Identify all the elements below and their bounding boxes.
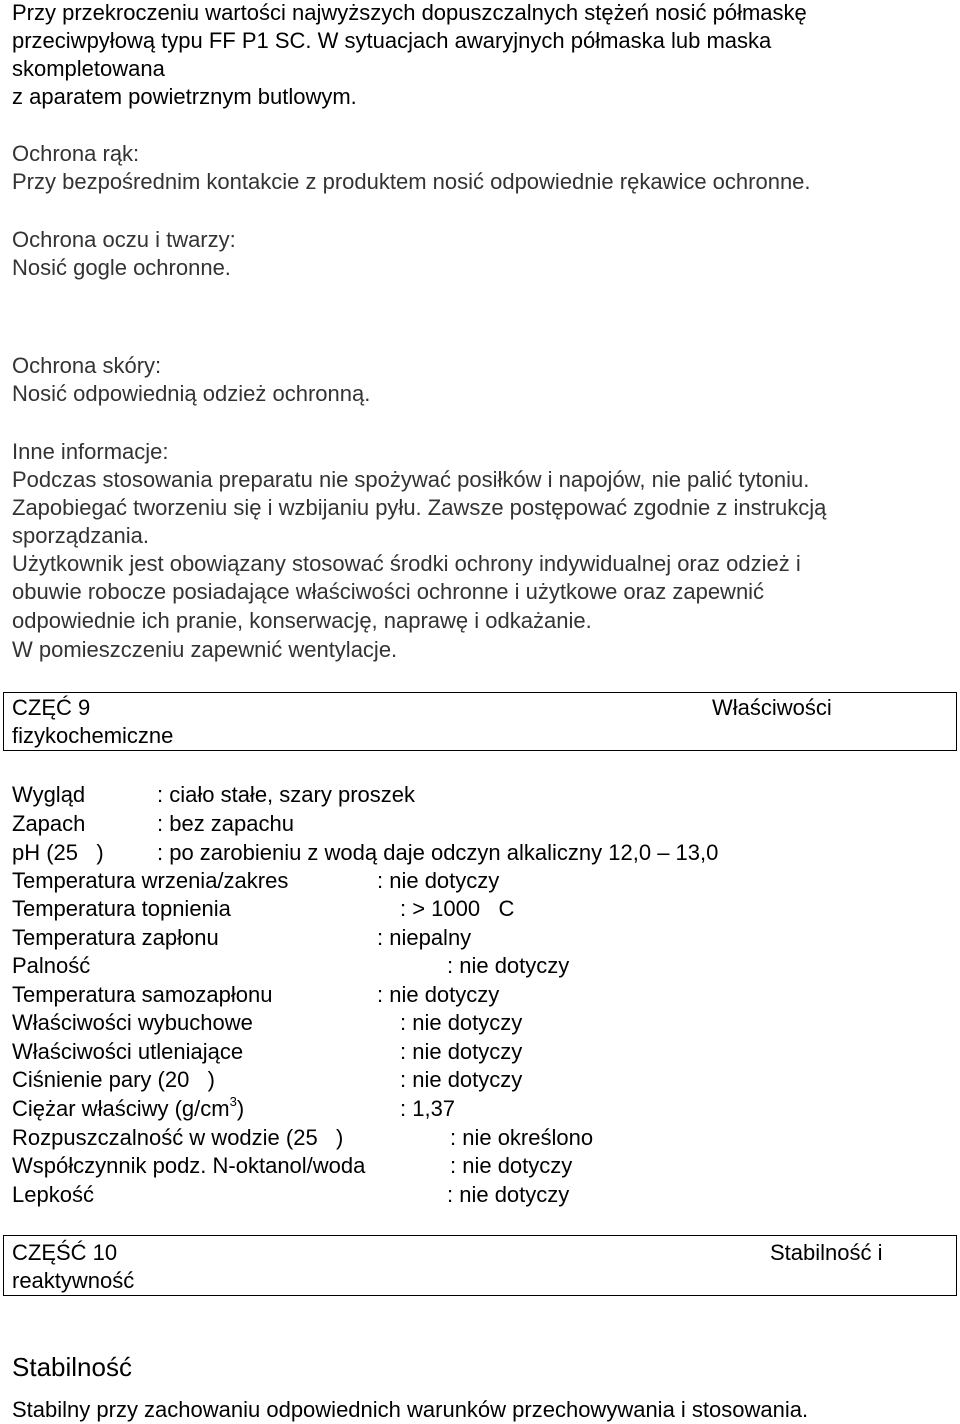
property-value: : nie dotyczy: [447, 953, 570, 978]
property-label: [12, 1095, 244, 1123]
property-label: Temperatura zapłonu: [12, 925, 219, 950]
other-line-5: obuwie robocze posiadające właściwości ochronne i użytkowe oraz zapewnić: [12, 579, 765, 604]
property-value: : > 1000 C: [400, 896, 515, 921]
property-value: : nie dotyczy: [377, 868, 500, 893]
other-line-3: sporządzania.: [12, 523, 149, 548]
property-value: : nie dotyczy: [400, 1067, 523, 1092]
property-value: : 1,37: [400, 1096, 456, 1121]
property-label: Wygląd: [12, 782, 86, 807]
stability-heading: Stabilność: [12, 1352, 132, 1382]
section-9-header: [3, 692, 957, 751]
section-10-number: CZĘŚĆ 10: [12, 1240, 118, 1265]
other-line-2: Zapobiegać tworzeniu się i wzbijaniu pyłu. Zawsze postępować zgodnie z instrukcją: [12, 495, 827, 520]
section-9-title-left: fizykochemiczne: [12, 723, 174, 748]
property-label: Zapach: [12, 811, 86, 836]
property-value: : bez zapachu: [157, 811, 294, 836]
other-line-6: odpowiednie ich pranie, konserwację, naprawę i odkażanie.: [12, 608, 592, 633]
property-label: Właściwości wybuchowe: [12, 1010, 253, 1035]
property-label: Rozpuszczalność w wodzie (25 ): [12, 1125, 344, 1150]
property-label: Lepkość: [12, 1182, 94, 1207]
section-9-title-right: Właściwości: [712, 695, 832, 720]
property-label-end: ): [236, 1096, 245, 1121]
property-label: Współczynnik podz. N-oktanol/woda: [12, 1153, 366, 1178]
property-value: : nie dotyczy: [400, 1039, 523, 1064]
section-9-number: CZĘĆ 9: [12, 695, 91, 720]
intro-line-3: skompletowana: [12, 56, 165, 81]
property-label: Właściwości utleniające: [12, 1039, 244, 1064]
other-heading: Inne informacje:: [12, 439, 169, 464]
property-label: Ciśnienie pary (20 ): [12, 1067, 215, 1092]
property-label: Palność: [12, 953, 91, 978]
property-value: : ciało stałe, szary proszek: [157, 782, 415, 807]
property-label: Temperatura wrzenia/zakres: [12, 868, 289, 893]
other-line-7: W pomieszczeniu zapewnić wentylacje.: [12, 637, 398, 662]
property-value: : nie dotyczy: [450, 1153, 573, 1178]
section-10-title-left: reaktywność: [12, 1268, 135, 1293]
property-value: : niepalny: [377, 925, 472, 950]
other-line-4: Użytkownik jest obowiązany stosować środki ochrony indywidualnej oraz odzież i: [12, 551, 801, 576]
eyes-text: Nosić gogle ochronne.: [12, 255, 231, 280]
intro-line-2: przeciwpyłową typu FF P1 SC. W sytuacjach awaryjnych półmaska lub maska: [12, 28, 772, 53]
stability-text: Stabilny przy zachowaniu odpowiednich warunków przechowywania i stosowania.: [12, 1397, 809, 1422]
skin-heading: Ochrona skóry:: [12, 353, 162, 378]
eyes-heading: Ochrona oczu i twarzy:: [12, 227, 236, 252]
property-value: : nie dotyczy: [400, 1010, 523, 1035]
property-value: : nie dotyczy: [377, 982, 500, 1007]
property-value: : nie określono: [450, 1125, 594, 1150]
property-label-main: Ciężar właściwy (g/cm: [12, 1096, 230, 1121]
property-label: Temperatura topnienia: [12, 896, 231, 921]
intro-line-4: z aparatem powietrznym butlowym.: [12, 84, 357, 109]
section-10-title-right: Stabilność i: [770, 1240, 883, 1265]
hands-heading: Ochrona rąk:: [12, 141, 140, 166]
other-line-1: Podczas stosowania preparatu nie spożywać posiłków i napojów, nie palić tytoniu.: [12, 467, 810, 492]
intro-line-1: Przy przekroczeniu wartości najwyższych dopuszczalnych stężeń nosić półmaskę: [12, 0, 807, 25]
skin-text: Nosić odpowiednią odzież ochronną.: [12, 381, 371, 406]
property-label-superscript: 3: [229, 1093, 237, 1109]
section-10-header: [3, 1235, 957, 1296]
property-label: Temperatura samozapłonu: [12, 982, 273, 1007]
hands-text: Przy bezpośrednim kontakcie z produktem nosić odpowiednie rękawice ochronne.: [12, 169, 811, 194]
property-value: : po zarobieniu z wodą daje odczyn alkaliczny 12,0 – 13,0: [157, 840, 719, 865]
property-value: : nie dotyczy: [447, 1182, 570, 1207]
property-label: pH (25 ): [12, 840, 104, 865]
